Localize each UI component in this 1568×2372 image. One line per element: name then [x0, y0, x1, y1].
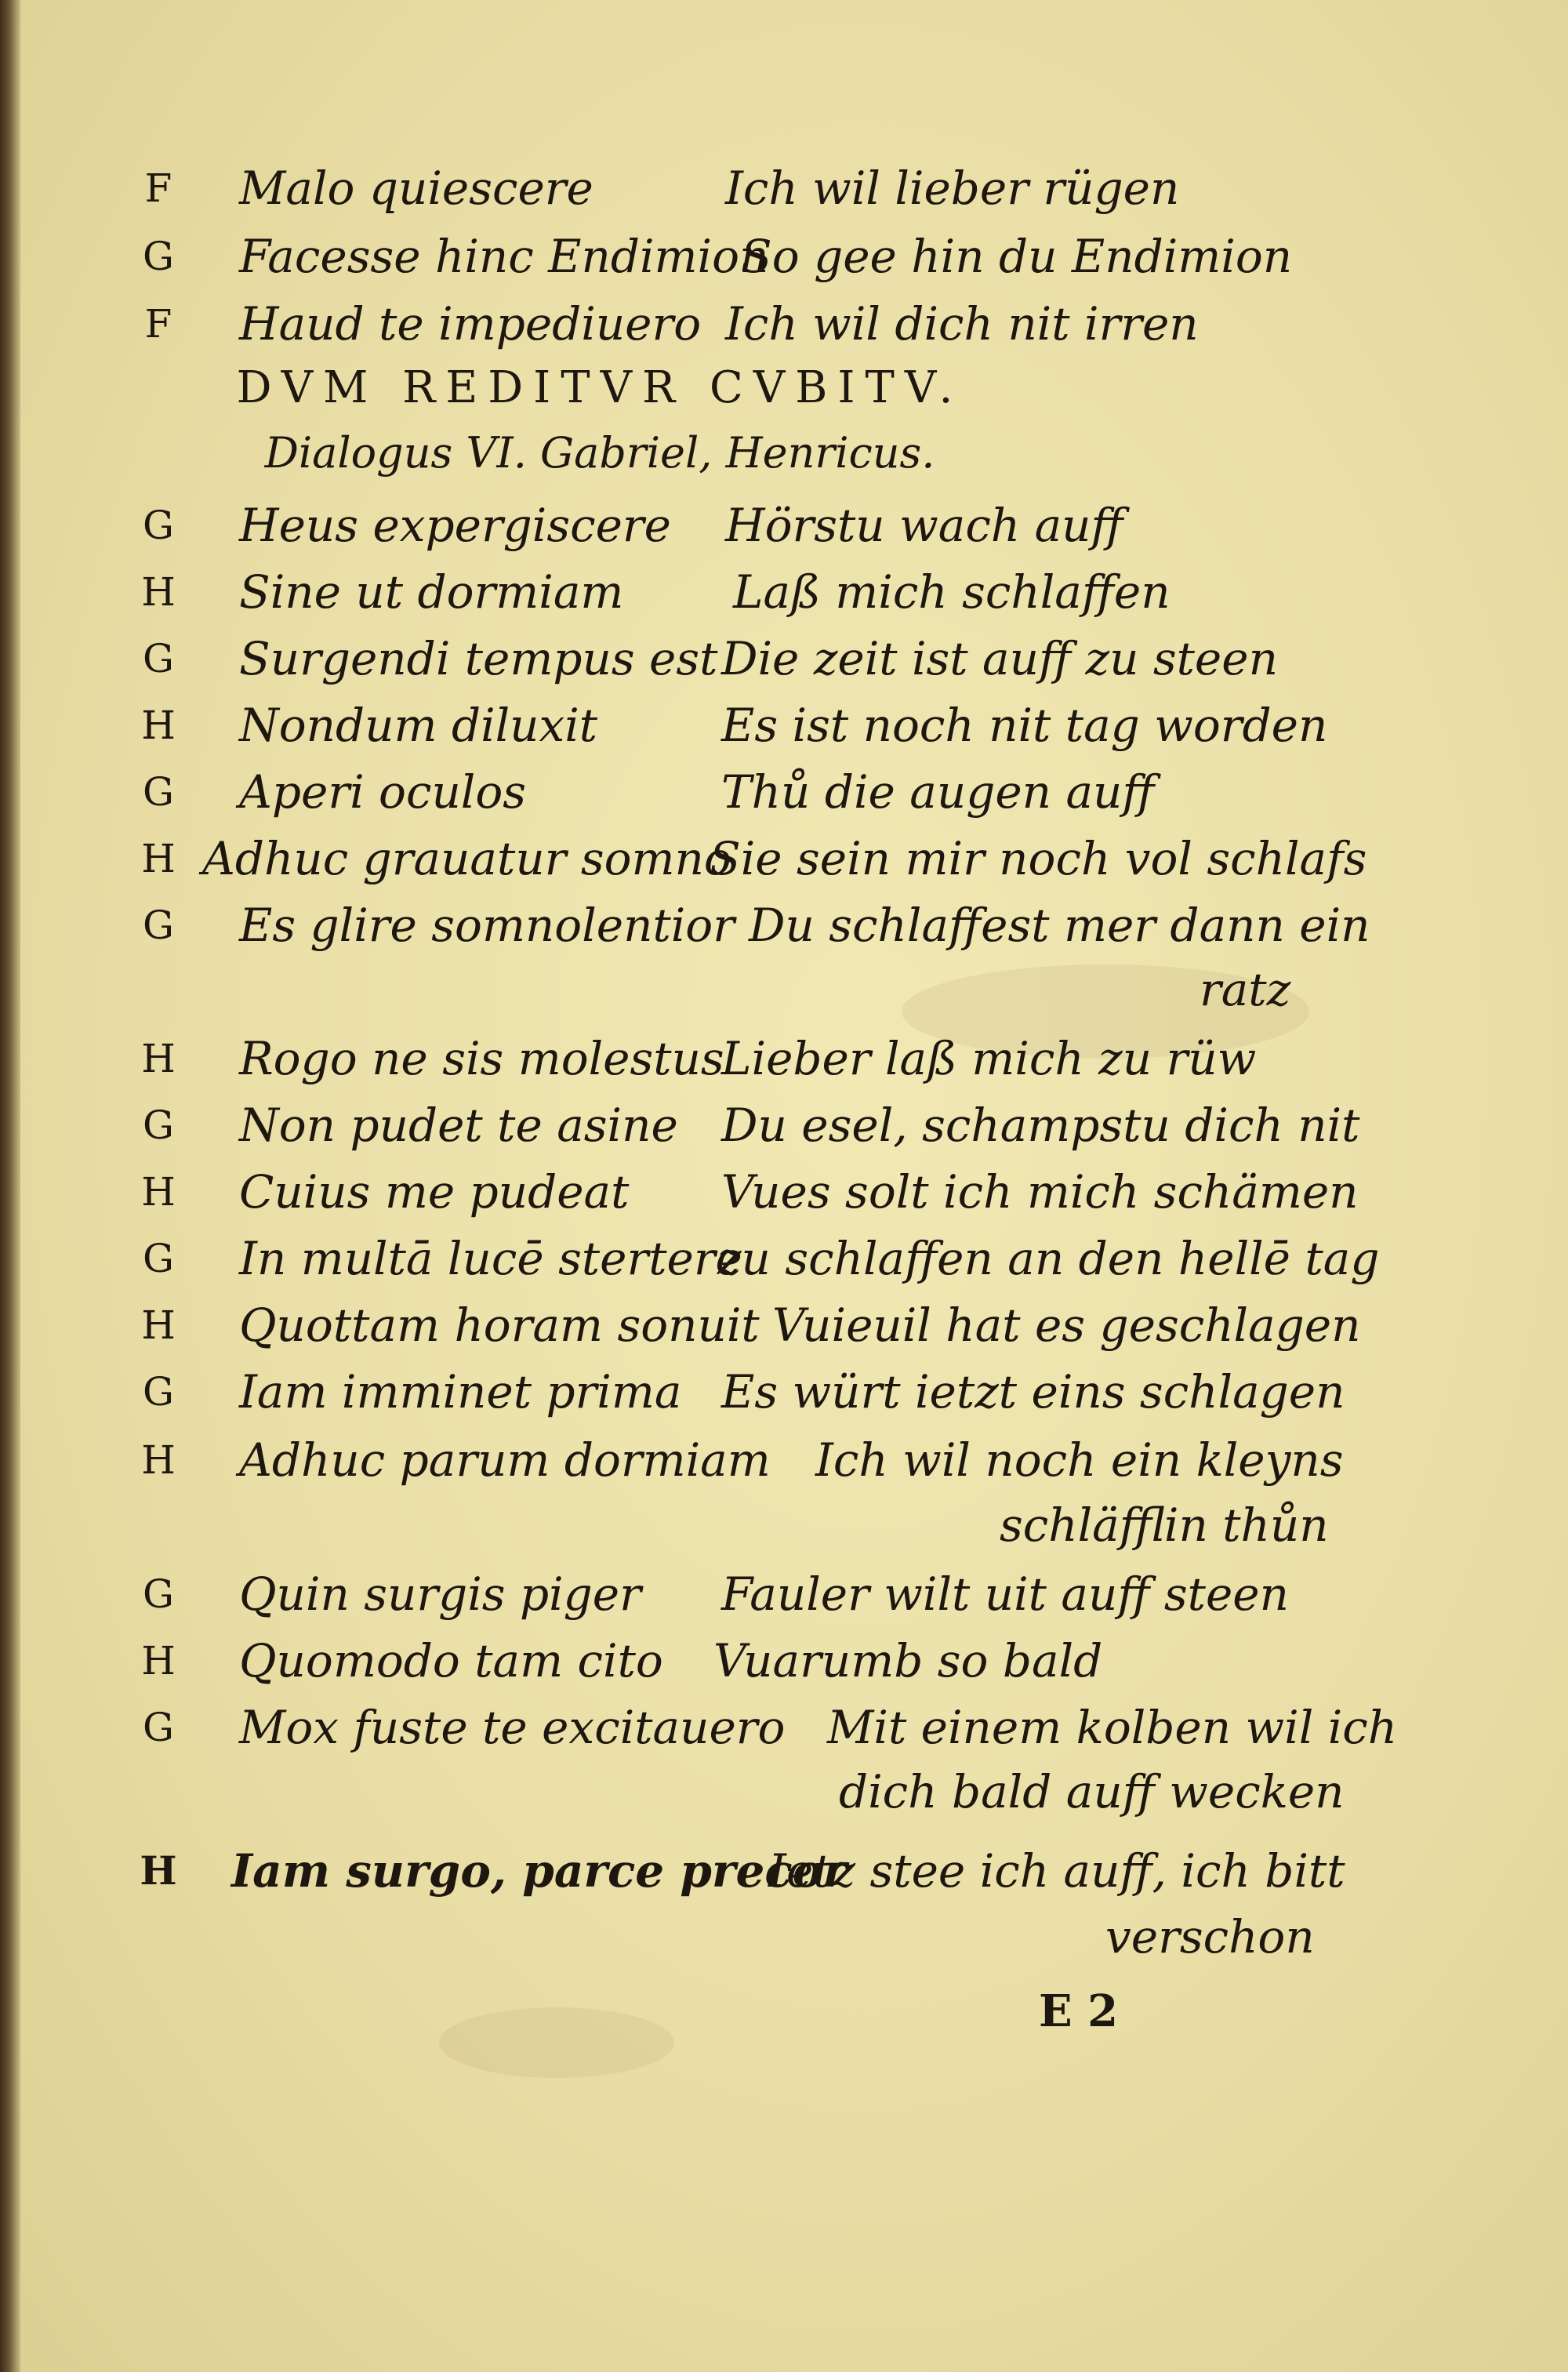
german-text: Hörstu wach auff [725, 499, 1123, 552]
latin-text: Facesse hinc Endimion [239, 230, 769, 283]
german-text: Laß mich schlaffen [733, 565, 1171, 619]
german-continuation: verschon [1105, 1910, 1315, 1963]
speaker-label: G [143, 1369, 174, 1415]
latin-text: In multā lucē stertere [239, 1232, 742, 1285]
dialogue-line [0, 1563, 1568, 1626]
latin-text: Non pudet te asine [239, 1099, 678, 1152]
german-text: Ich wil dich nit irren [725, 297, 1199, 351]
latin-text: Sine ut dormiam [239, 565, 624, 619]
speaker-label: F [144, 165, 172, 211]
latin-text: Adhuc grauatur somno [202, 832, 731, 885]
dialogue-line [0, 1696, 1568, 1759]
german-text: Thů die augen auff [721, 765, 1155, 819]
dialogue-line [0, 827, 1568, 890]
latin-text: Quin surgis piger [239, 1567, 641, 1621]
latin-text: Adhuc parum dormiam [239, 1433, 771, 1487]
latin-text: Es glire somnolentior [239, 899, 735, 952]
german-continuation: schläfflin thůn [1000, 1498, 1329, 1552]
latin-text: Cuius me pudeat [239, 1165, 630, 1219]
dialogue-line [0, 561, 1568, 623]
latin-text: Surgendi tempus est [239, 632, 718, 685]
section-heading: DVM REDITVR CVBITV. [236, 362, 964, 413]
dialogue-heading: Dialogus VI. Gabriel, Henricus. [264, 428, 935, 478]
paper-stain [439, 2007, 674, 2078]
speaker-label: G [143, 1705, 174, 1750]
speaker-label: H [141, 569, 176, 615]
speaker-label: G [143, 1236, 174, 1281]
dialogue-line [0, 157, 1568, 220]
dialogue-line [0, 1227, 1568, 1290]
dialogue-line [0, 694, 1568, 757]
dialogue-line [0, 761, 1568, 823]
german-text: Mit einem kolben wil ich [827, 1701, 1398, 1754]
dialogue-line [0, 627, 1568, 690]
german-continuation: ratz [1200, 963, 1291, 1016]
speaker-label: G [143, 1102, 174, 1148]
dialogue-line [0, 1161, 1568, 1223]
speaker-label: G [143, 1571, 174, 1617]
german-text: Ietz stee ich auff, ich bitt [768, 1844, 1345, 1898]
speaker-label: H [141, 1638, 176, 1684]
latin-text: Heus expergiscere [239, 499, 671, 552]
german-text: Lieber laß mich zu rüw [721, 1032, 1257, 1085]
dialogue-line [0, 1360, 1568, 1423]
dialogue-line [0, 1840, 1568, 1902]
german-text: Du esel, schampstu dich nit [721, 1099, 1360, 1152]
speaker-label: H [141, 1169, 176, 1215]
speaker-label: F [144, 301, 172, 347]
latin-text: Iam imminet prima [239, 1365, 682, 1418]
german-text: Es würt ietzt eins schlagen [721, 1365, 1345, 1418]
latin-text: Malo quiescere [239, 162, 593, 215]
german-text: Fauler wilt uit auff steen [721, 1567, 1289, 1621]
german-text: Vuarumb so bald [713, 1634, 1103, 1687]
dialogue-line [0, 1429, 1568, 1491]
german-text: Ich wil noch ein kleyns [815, 1433, 1344, 1487]
latin-text: Rogo ne sis molestus [239, 1032, 724, 1085]
speaker-label: H [141, 1302, 176, 1348]
german-text: So gee hin du Endimion [741, 230, 1293, 283]
german-text: Vues solt ich mich schämen [721, 1165, 1359, 1219]
latin-text: Aperi oculos [239, 765, 527, 819]
speaker-label: H [141, 703, 176, 748]
latin-text: Quomodo tam cito [239, 1634, 663, 1687]
speaker-label: H [140, 1847, 177, 1894]
latin-text: Iam surgo, parce precor [231, 1844, 847, 1898]
speaker-label: G [143, 234, 174, 279]
german-text: Ich wil lieber rügen [725, 162, 1180, 215]
german-text: Sie sein mir noch vol schlafs [710, 832, 1367, 885]
dialogue-line [0, 894, 1568, 957]
latin-text: Mox fuste te excitauero [239, 1701, 786, 1754]
dialogue-line [0, 494, 1568, 557]
german-text: Vuieuil hat es geschlagen [772, 1299, 1361, 1352]
german-text: zu schlaffen an den hellē tag [717, 1232, 1380, 1285]
speaker-label: H [141, 836, 176, 881]
dialogue-line [0, 1094, 1568, 1157]
dialogue-line [0, 225, 1568, 288]
speaker-label: G [143, 503, 174, 548]
speaker-label: H [141, 1036, 176, 1081]
dialogue-line [0, 292, 1568, 355]
latin-text: Haud te impediuero [239, 297, 702, 351]
latin-text: Quottam horam sonuit [239, 1299, 760, 1352]
german-text: Du schlaffest mer dann ein [749, 899, 1370, 952]
dialogue-line [0, 1294, 1568, 1357]
latin-text: Nondum diluxit [239, 699, 598, 752]
speaker-label: G [143, 903, 174, 948]
speaker-label: H [141, 1437, 176, 1483]
german-continuation: dich bald auff wecken [839, 1765, 1345, 1818]
german-text: Es ist noch nit tag worden [721, 699, 1328, 752]
dialogue-line [0, 1027, 1568, 1090]
speaker-label: G [143, 769, 174, 815]
dialogue-line [0, 1629, 1568, 1692]
signature-mark: E 2 [1039, 1985, 1119, 2037]
speaker-label: G [143, 636, 174, 681]
german-text: Die zeit ist auff zu steen [721, 632, 1278, 685]
